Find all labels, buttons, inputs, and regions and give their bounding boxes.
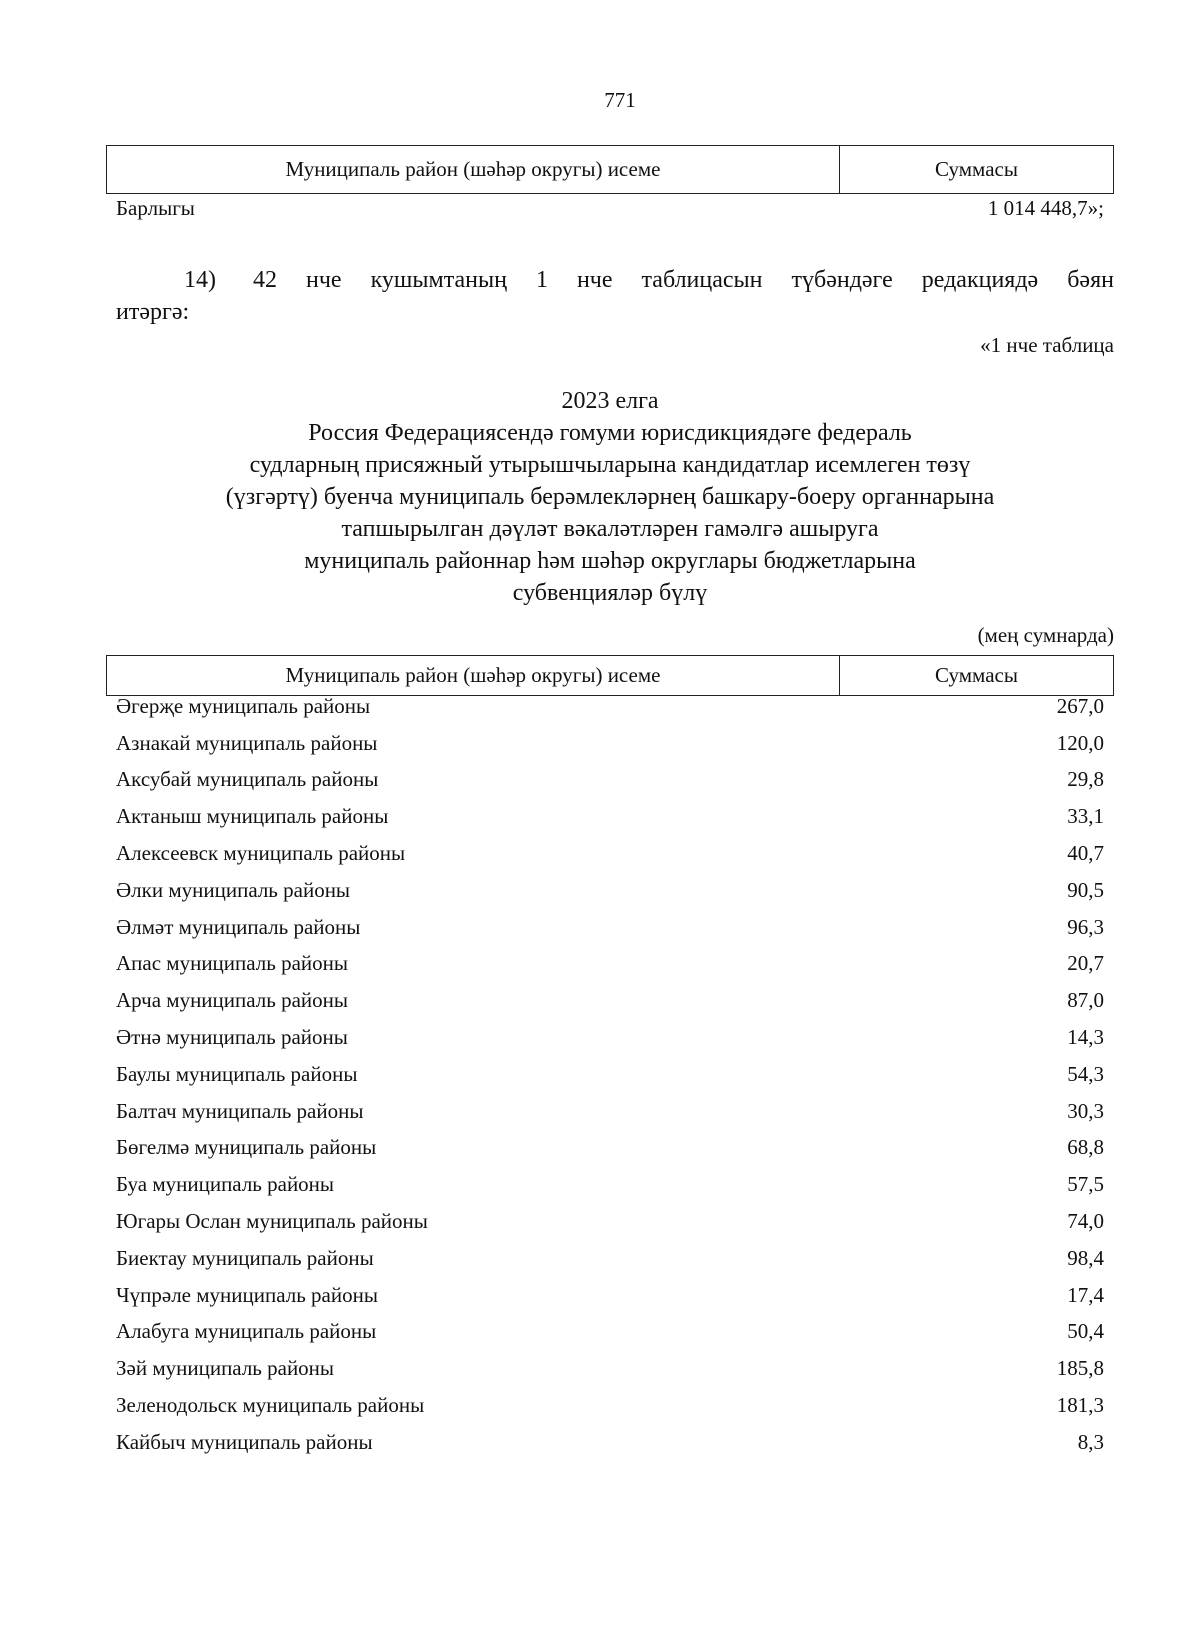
district-name: Әгерҗе муниципаль районы [116,693,371,718]
table-row [116,909,1104,946]
table-row [116,1424,1104,1461]
header-sum-column: Суммасы [935,663,1018,687]
table-row [116,1314,1104,1351]
district-sum: 14,3 [1067,1025,1104,1050]
table-header-top [106,145,1114,194]
district-name: Әлки муниципаль районы [116,877,351,902]
title-line: (үзгәртү) буенча муниципаль берәмлекләрнең башкару-боеру органнарына [225,484,995,510]
paragraph-word: 42 [253,267,277,293]
district-sum: 267,0 [1056,693,1104,718]
district-sum: 185,8 [1056,1356,1104,1381]
district-name: Актаныш муниципаль районы [116,804,389,829]
table-row [116,1019,1104,1056]
district-sum: 96,3 [1067,914,1104,939]
document-title [106,385,1114,609]
district-name: Арча муниципаль районы [116,988,348,1013]
title-line: субвенцияләр бүлү [512,580,708,606]
district-name: Бөгелмә муниципаль районы [116,1135,377,1160]
paragraph-word: кушымтаның [370,267,507,293]
title-line: Россия Федерациясендә гомуми юрисдикциядәге федераль [308,420,912,446]
table-label: «1 нче таблица [980,333,1114,357]
district-name: Азнакай муниципаль районы [116,730,378,755]
total-row [116,196,1104,221]
district-sum: 181,3 [1056,1393,1104,1418]
district-sum: 74,0 [1067,1209,1104,1234]
table-row [116,1350,1104,1387]
district-sum: 33,1 [1067,804,1104,829]
district-sum: 54,3 [1067,1061,1104,1086]
page-number: 771 [604,88,636,112]
district-sum: 20,7 [1067,951,1104,976]
paragraph-word: 1 [535,267,548,293]
table-row [116,982,1104,1019]
district-table-body [116,688,1104,1461]
table-row [116,1203,1104,1240]
district-sum: 98,4 [1067,1245,1104,1270]
district-name: Алабуга муниципаль районы [116,1319,377,1344]
table-row [116,1130,1104,1167]
district-sum: 120,0 [1056,730,1104,755]
district-name: Аксубай муниципаль районы [116,767,379,792]
title-line: судларның присяжный утырышчыларына кандидатлар исемлеген төзү [249,452,971,478]
district-name: Биектау муниципаль районы [116,1245,374,1270]
paragraph-word: нче [576,267,613,293]
units-label: (мең сумнарда) [977,623,1114,647]
table-row [116,1387,1104,1424]
paragraph-word: бәян [1067,267,1114,293]
total-value: 1 014 448,7»; [987,196,1104,220]
title-line: 2023 елга [561,388,659,414]
paragraph-word: таблицасын [641,267,763,293]
district-sum: 68,8 [1067,1135,1104,1160]
district-name: Зәй муниципаль районы [116,1356,335,1381]
district-sum: 87,0 [1067,988,1104,1013]
table-row [116,1056,1104,1093]
paragraph-line-2: итәргә: [116,299,190,325]
table-row [116,872,1104,909]
amendment-paragraph [116,264,1114,328]
paragraph-word: редакциядә [921,267,1039,293]
header-name-column: Муниципаль район (шәһәр округы) исеме [107,146,840,193]
table-row [116,1277,1104,1314]
paragraph-line-1 [116,264,1114,296]
district-sum: 30,3 [1067,1098,1104,1123]
paragraph-word: түбәндәге [791,267,893,293]
total-label: Барлыгы [116,196,195,220]
paragraph-word: нче [306,267,342,293]
district-sum: 90,5 [1067,877,1104,902]
paragraph-number: 14) [184,267,216,293]
district-sum: 40,7 [1067,841,1104,866]
table-row [116,762,1104,799]
table-row [116,725,1104,762]
district-name: Апас муниципаль районы [116,951,348,976]
table-row [116,688,1104,725]
district-sum: 50,4 [1067,1319,1104,1344]
title-line: тапшырылган дәүләт вәкаләтләрен гамәлгә ашыруга [341,516,879,542]
district-sum: 29,8 [1067,767,1104,792]
header-name-column: Муниципаль район (шәһәр округы) исеме [107,656,840,695]
district-name: Югары Ослан муниципаль районы [116,1209,428,1234]
table-row [116,946,1104,983]
district-name: Әтнә муниципаль районы [116,1025,348,1050]
district-name: Алексеевск муниципаль районы [116,841,406,866]
district-name: Кайбыч муниципаль районы [116,1429,373,1454]
table-row [116,1093,1104,1130]
table-row [116,835,1104,872]
district-name: Балтач муниципаль районы [116,1098,364,1123]
district-sum: 17,4 [1067,1282,1104,1307]
table-row [116,1240,1104,1277]
district-name: Баулы муниципаль районы [116,1061,358,1086]
district-sum: 57,5 [1067,1172,1104,1197]
district-sum: 8,3 [1077,1429,1104,1454]
title-line: муниципаль районнар һәм шәһәр округлары бюджетларына [304,548,916,574]
table-row [116,798,1104,835]
district-name: Буа муниципаль районы [116,1172,335,1197]
district-name: Чүпрәле муниципаль районы [116,1282,378,1307]
district-name: Әлмәт муниципаль районы [116,914,361,939]
table-row [116,1166,1104,1203]
district-name: Зеленодольск муниципаль районы [116,1393,425,1418]
header-sum-column: Суммасы [935,157,1018,181]
